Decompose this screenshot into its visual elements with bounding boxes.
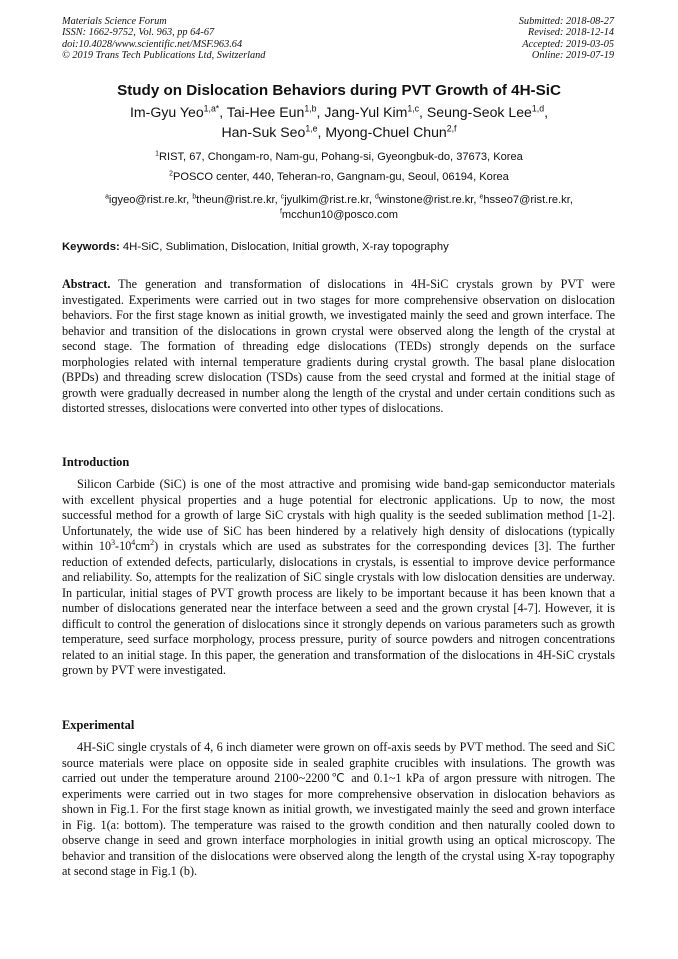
author: Tai-Hee Eun$^{1,b}$ <box>226 103 317 120</box>
email[interactable]: $^b$theun@rist.re.kr <box>192 193 275 206</box>
author: Im-Gyu Yeo$^{1,a*}$ <box>130 103 220 120</box>
experimental-body: 4H-SiC single crystals of 4, 6 inch diameter were grown on off-axis seeds by PVT method. The seed and SiC source materials were place on opposite side in sealed graphite crucibles with insulations. The growth was carried out under the temperature around 2100~2200℃ and 0.1~1 kPa of argon pressure with nitrogen. The experiments were carried out in two stages for more comprehensive observation in dislocation behaviors as shown in Fig.1. For the first stage known as initial growth, we investigated mainly the seed and grown interface in Fig. 1(a: bottom). The temperature was raised to the growth condition and then naturally cooled down to observe change in seed and grown interface morphologies in initial growth using an optical microscopy. The behavior and transition of the dislocations were observed along the length of the crystal using X-ray topography at second stage in Fig.1 (b). <box>62 740 615 878</box>
revised-date: Revised: 2018-12-14 <box>527 27 614 39</box>
affiliation-2: $^2$POSCO center, 440, Teheran-ro, Gangnam-gu, Seoul, 06194, Korea <box>169 170 509 183</box>
header-left <box>62 16 265 62</box>
keywords-text: 4H-SiC, Sublimation, Dislocation, Initial growth, X-ray topography <box>119 241 449 253</box>
author-list: Im-Gyu Yeo$^{1,a*}$, Tai-Hee Eun$^{1,b}$, Jang-Yul Kim$^{1,c}$, Seung-Seok Lee$^{1,d}$, Han-Suk Seo$^{1,e}$, Myong-Chuel Chun$^{2,f}$ <box>130 103 548 140</box>
author: Seung-Seok Lee$^{1,d}$ <box>426 103 545 120</box>
paper-title: Study on Dislocation Behaviors during PVT Growth of 4H-SiC <box>117 82 561 99</box>
email[interactable]: $^c$jyulkim@rist.re.kr <box>280 193 369 206</box>
affiliation-1: $^1$RIST, 67, Chongam-ro, Nam-gu, Pohang-si, Gyeongbuk-do, 37673, Korea <box>155 150 523 163</box>
submitted-date: Submitted: 2018-08-27 <box>518 16 614 27</box>
email[interactable]: $^a$igyeo@rist.re.kr <box>105 193 187 206</box>
doi-line: doi:10.4028/www.scientific.net/MSF.963.64 <box>62 38 243 50</box>
email-list: $^a$igyeo@rist.re.kr, $^b$theun@rist.re.kr, $^c$jyulkim@rist.re.kr, $^d$winstone@rist.re.kr, $^e$hsseo7@rist.re.kr, $^f$mcchun10@posco.com <box>105 193 573 221</box>
email[interactable]: $^e$hsseo7@rist.re.kr <box>479 193 570 206</box>
issn-line: ISSN: 1662-9752, Vol. 963, pp 64-67 <box>62 27 215 39</box>
author: Myong-Chuel Chun$^{2,f}$ <box>325 122 457 140</box>
copyright-line: © 2019 Trans Tech Publications Ltd, Switzerland <box>62 50 266 62</box>
experimental-heading: Experimental <box>62 718 135 732</box>
email[interactable]: $^d$winstone@rist.re.kr <box>375 193 474 206</box>
abstract-text: The generation and transformation of dislocations in 4H-SiC crystals grown by PVT were investigated. Experiments were carried out in two stages for more comprehensive observation on dislocation behaviors. For the first stage known as initial growth, we investigated mainly the seed and grown interface. The behavior and transition of the dislocations in grown crystal were observed along the length of the crystal at second stage. The formation of threading edge dislocations (TEDs) strongly depends on the surface morphologies related with internal temperature gradients during crystal growth. The basal plane dislocation (BPDs) and threading screw dislocation (TSDs) cause from the seed crystal and formed at the initial stage of growth were gradually decreased in number along the length of the crystal and under certain conditions such as distorted stresses, dislocations were converted into other types of dislocations. <box>62 277 615 415</box>
author: Han-Suk Seo$^{1,e}$ <box>221 122 318 140</box>
accepted-date: Accepted: 2019-03-05 <box>522 38 614 50</box>
introduction-body: Silicon Carbide (SiC) is one of the most attractive and promising wide band-gap semiconductor materials with excellent physical properties and a huge potential for electronic applications. Up to now, the most successful method for a growth of large SiC crystals with high quality is the seeded sublimation method [1-2]. Unfortunately, the wide use of SiC has been hindered by a relatively high density of dislocations (typically within $10^3-10^4cm^2$) in crystals which are used as substrates for the corresponding devices [3]. The further reduction of extended defects, particularly, dislocations in crystals, is essential to improve device performance and reliability. So, attempts for the realization of SiC single crystals with low dislocation densities are underway. In particular, initial stages of PVT growth process are likely to be important because it has been known that a number of dislocations generated near the interface between a seed and the grown crystal [4-7]. However, it is difficult to control the generation of dislocations since it strongly depends on various parameters such as growth temperature, seed surface morphology, process pressure, purity of source powders and nitrogen concentrations related to an initial stage. In this paper, the generation and transformation of the dislocations in 4H-SiC crystals grown by PVT were investigated. <box>62 477 615 677</box>
keywords <box>62 240 622 255</box>
keywords-label: Keywords: <box>62 241 120 253</box>
author: Jang-Yul Kim$^{1,c}$ <box>324 103 420 120</box>
abstract <box>62 277 615 417</box>
header-right <box>519 16 614 62</box>
online-date: Online: 2019-07-19 <box>531 50 614 62</box>
journal-name: Materials Science Forum <box>62 16 167 27</box>
email[interactable]: $^f$mcchun10@posco.com <box>279 208 398 221</box>
abstract-label: Abstract. <box>62 277 111 291</box>
introduction-heading: Introduction <box>62 455 130 469</box>
